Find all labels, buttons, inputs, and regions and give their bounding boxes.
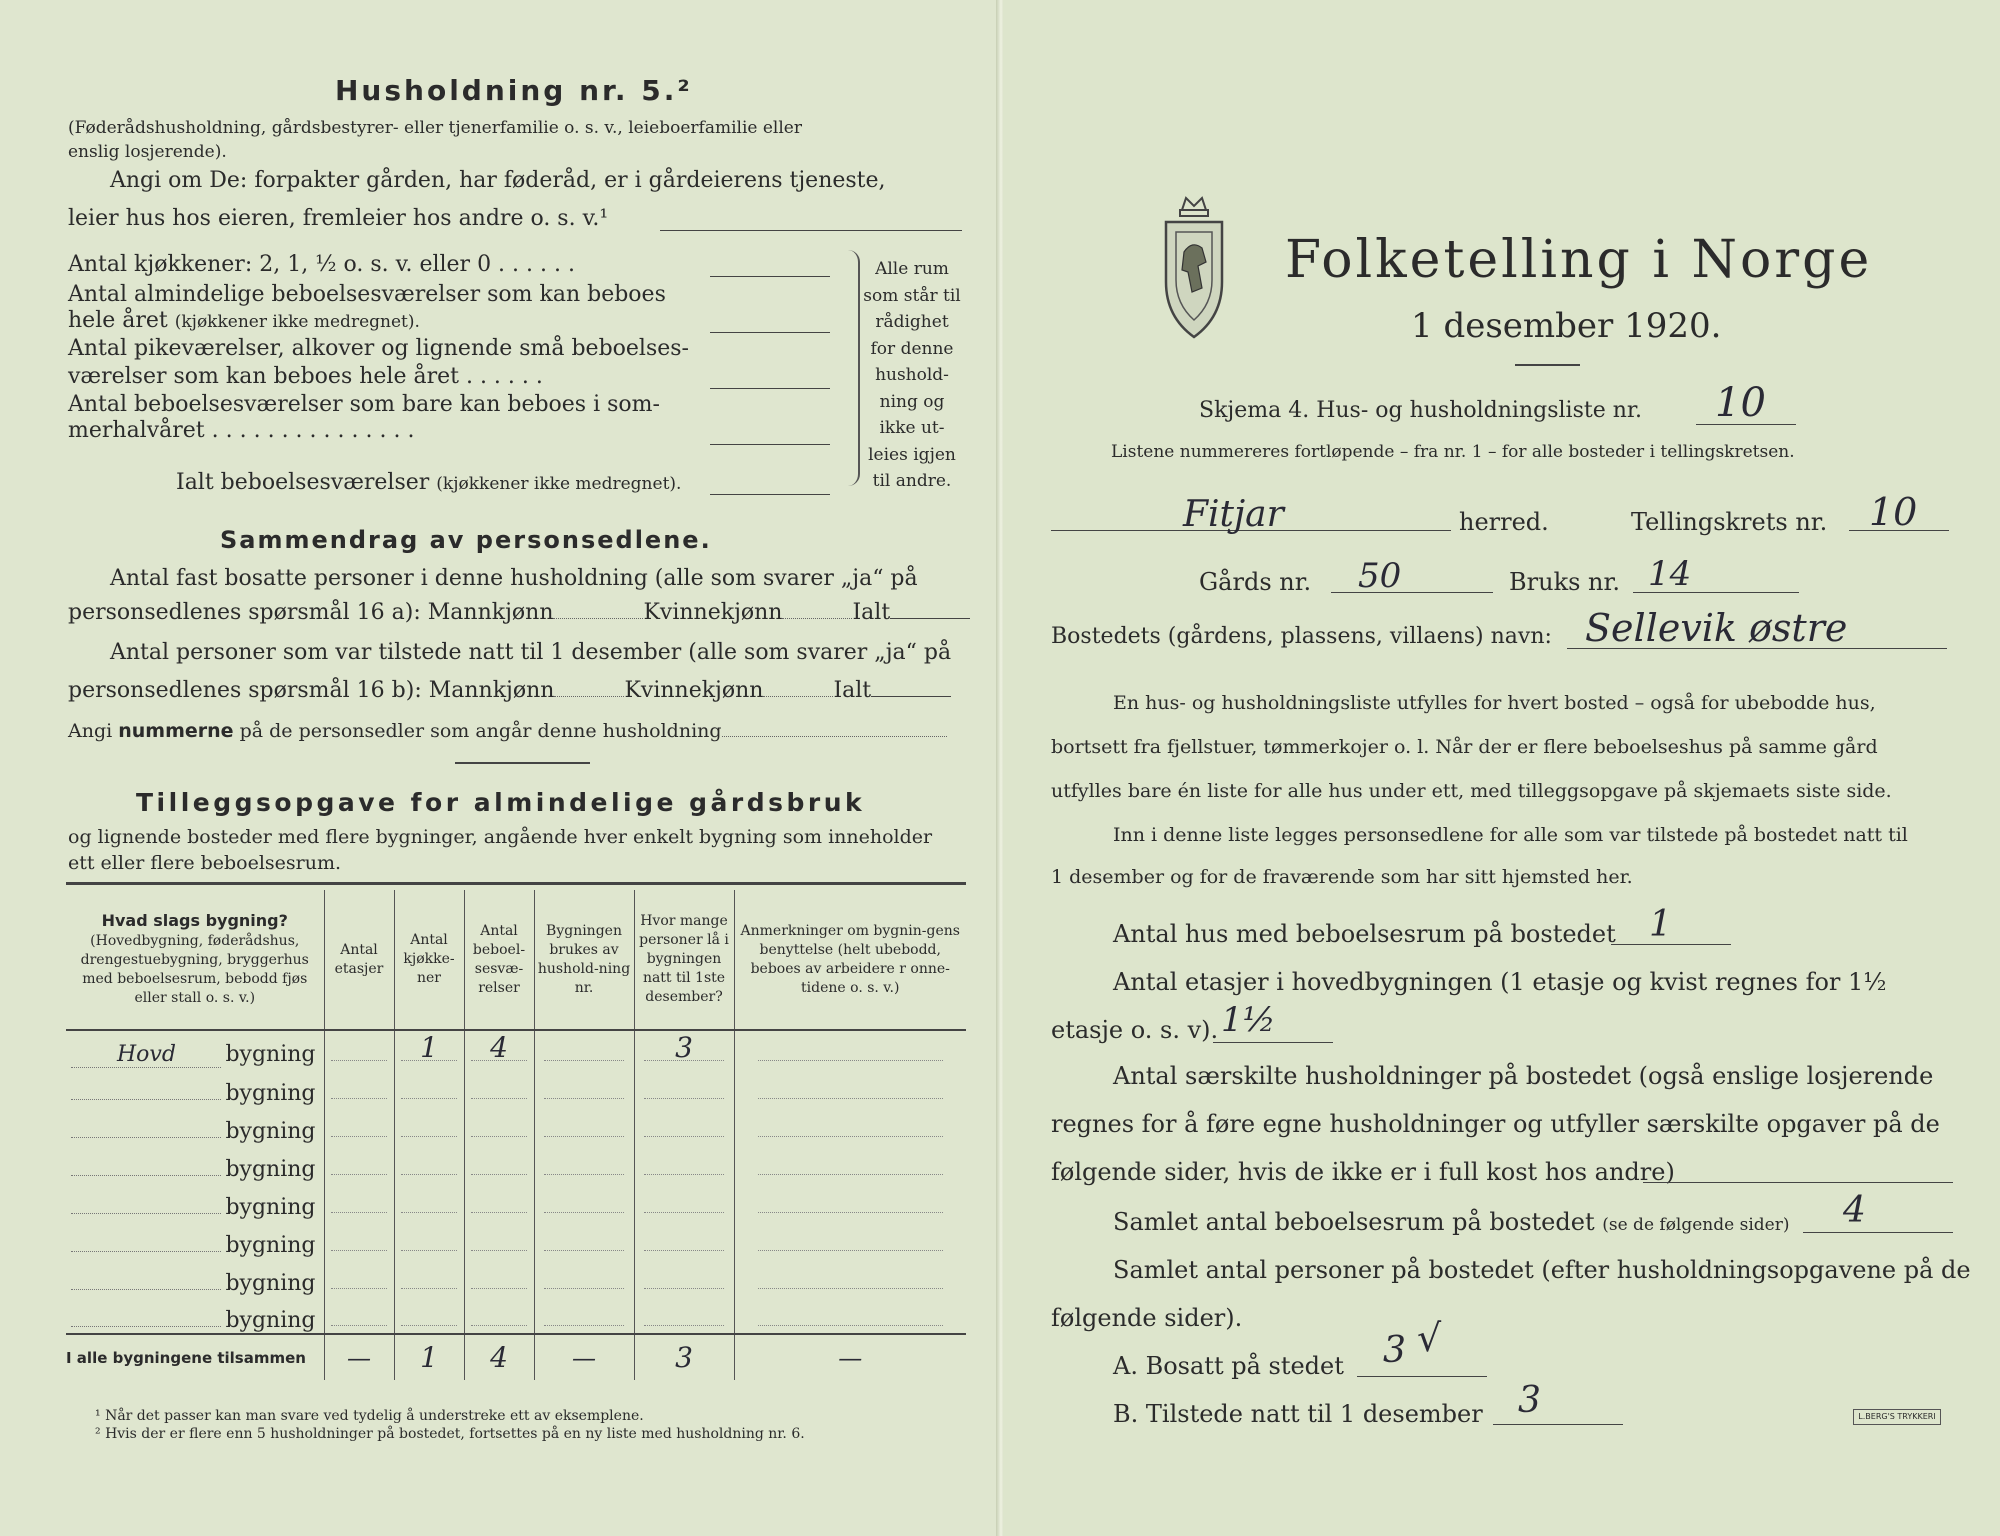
building-row [66,1144,966,1182]
building-personer-value [644,1301,723,1326]
building-anm-cell [734,1182,966,1220]
total-vaerelser: 4 [464,1334,534,1380]
building-anm-cell [734,1106,966,1144]
side-note-line: rådighet [875,312,949,332]
side-brace [848,250,860,486]
building-kjokkener-value [401,1226,456,1251]
building-type-value [71,1175,221,1176]
col-header-personer: Hvor mange personer lå i bygningen natt til 1ste desember? [634,890,734,1030]
building-table [66,890,966,1380]
building-kjokkener-cell [394,1182,464,1220]
building-husholdning-value [544,1264,623,1289]
total-etasjer: — [324,1334,394,1380]
intro-paren-2: enslig losjerende). [68,142,227,162]
building-vaerelser-value [471,1074,526,1099]
building-personer-value [644,1074,723,1099]
building-etasjer-cell [324,1220,394,1258]
footnote-1: ¹ Når det passer kan man svare ved tydelig å understreke ett av eksemplene. [95,1408,644,1424]
intro-paren: (Føderådshusholdning, gårdsbestyrer- eller tjenerfamilie o. s. v., leieboerfamilie eller [68,118,802,138]
building-type-value [71,1137,221,1138]
building-vaerelser-value [471,1226,526,1251]
building-etasjer-value [331,1226,386,1251]
side-note-line: leies igjen [868,444,956,465]
bosatt-label: A. Bosatt på stedet [1113,1352,1344,1380]
check-mark-icon: √ [1417,1316,1442,1360]
building-husholdning-cell [534,1182,634,1220]
building-type-cell [66,1068,324,1106]
etasjer-line-1: Antal etasjer i hovedbygningen (1 etasje og kvist regnes for 1½ [1113,968,1887,996]
listene-note: Listene nummereres fortløpende – fra nr. 1 – for alle bosteder i tellingskretsen. [1111,442,1795,462]
building-etasjer-cell [324,1182,394,1220]
sarsk-line [1643,1182,1953,1183]
building-etasjer-cell [324,1068,394,1106]
tellingskrets-value: 10 [1869,490,1918,534]
ialt-label: Ialt beboelsesværelser (kjøkkener ikke medregnet). [176,470,682,495]
hus-label: Antal hus med beboelsesrum på bostedet [1113,920,1616,948]
som-line-1: Antal beboelsesværelser som bare kan beboes i som- [68,392,660,417]
angi-nummerne: Angi nummerne på de personsedler som angår denne husholdning [68,720,947,742]
building-husholdning-value [544,1036,623,1061]
building-anm-cell [734,1296,966,1334]
building-vaerelser-value [471,1112,526,1137]
building-personer-value [644,1150,723,1175]
building-anm-cell [734,1030,966,1068]
sarsk-line-1: Antal særskilte husholdninger på bostedet (også enslige losjerende [1113,1062,1934,1090]
building-husholdning-value [544,1074,623,1099]
building-personer-cell [634,1296,734,1334]
building-husholdning-cell [534,1144,634,1182]
building-vaerelser-cell [464,1106,534,1144]
kjokkener-label: Antal kjøkkener: 2, 1, ½ o. s. v. eller 0 . . . . . . [68,252,575,277]
skjema-nr-value: 10 [1715,380,1766,426]
kjokkener-line [710,276,830,277]
building-row [66,1220,966,1258]
building-etasjer-cell [324,1258,394,1296]
building-personer-value [644,1264,723,1289]
herred-value: Fitjar [1183,494,1284,535]
totals-row [66,1334,966,1380]
para1-line2: bortsett fra fjellstuer, tømmerkojer o. l. Når der er flere beboelseshus på samme gård [1051,736,1878,758]
building-etasjer-value [331,1036,386,1061]
building-husholdning-cell [534,1296,634,1334]
building-row [66,1068,966,1106]
building-personer-cell [634,1068,734,1106]
side-note-line: til andre. [872,471,952,491]
building-personer-cell [634,1220,734,1258]
building-personer-cell [634,1258,734,1296]
building-anm-value [758,1112,943,1137]
building-type-value: Hovd [71,1042,221,1068]
side-note [862,256,962,495]
bostedets-label: Bostedets (gårdens, plassens, villaens) navn: [1051,624,1552,649]
building-kjokkener-value [401,1112,456,1137]
building-anm-value [758,1264,943,1289]
col-header-type: Hvad slags bygning? (Hovedbygning, føderådshus, drengestuebygning, bryggerhus med beboelsesrum, bebodd fjøs eller stall o. s. v.) [66,890,324,1030]
building-husholdning-cell [534,1068,634,1106]
bygning-label: bygning [225,1195,316,1220]
building-vaerelser-value [471,1150,526,1175]
building-husholdning-value [544,1112,623,1137]
building-kjokkener-cell [394,1068,464,1106]
building-anm-cell [734,1220,966,1258]
census-title: Folketelling i Norge [1285,230,1873,290]
right-page [1003,0,2000,1536]
gards-label: Gårds nr. [1199,568,1312,596]
bygning-label: bygning [225,1081,316,1106]
building-type-cell [66,1144,324,1182]
building-type-value [71,1289,221,1290]
til-line-1: Antal personer som var tilstede natt til 1 desember (alle som svarer „ja“ på [110,640,952,665]
building-etasjer-cell [324,1106,394,1144]
household-heading: Husholdning nr. 5.² [335,74,693,107]
skjema-label: Skjema 4. Hus- og husholdningsliste nr. [1199,398,1642,423]
etasjer-line-2: etasje o. s. v). [1051,1016,1219,1044]
building-type-cell [66,1258,324,1296]
building-husholdning-value [544,1188,623,1213]
pike-line [710,388,830,389]
building-personer-value [644,1226,723,1251]
building-anm-value [758,1301,943,1326]
etasjer-value: 1½ [1221,1000,1276,1040]
col-header-husholdning: Bygningen brukes av hushold-ning nr. [534,890,634,1030]
para1-line3: utfylles bare én liste for alle hus under ett, med tilleggsopgave på skjemaets siste side. [1051,780,1892,802]
building-row [66,1182,966,1220]
alm-line-2: hele året (kjøkkener ikke medregnet). [68,308,420,333]
building-type-value [71,1099,221,1100]
som-line [710,444,830,445]
building-husholdning-value [544,1226,623,1251]
building-kjokkener-value: 1 [401,1036,456,1061]
bostedets-value: Sellevik østre [1585,606,1848,650]
building-type-value [71,1251,221,1252]
col-header-anmerkninger: Anmerkninger om bygnin-gens benyttelse (helt ubebodd, beboes av arbeidere r onne-tidene o. s. v.) [734,890,966,1030]
building-vaerelser-cell [464,1220,534,1258]
etasjer-line [1213,1042,1333,1043]
bygning-label: bygning [225,1233,316,1258]
building-personer-cell [634,1030,734,1068]
building-row [66,1106,966,1144]
section-divider [455,762,590,764]
som-line-2: merhalvåret . . . . . . . . . . . . . . . [68,418,415,443]
totals-label: I alle bygningene tilsammen [66,1334,324,1380]
building-anm-value [758,1036,943,1061]
gards-value: 50 [1358,556,1402,596]
para2-line1: Inn i denne liste legges personsedlene for alle som var tilstede på bostedet natt til [1113,824,1908,846]
col-header-etasjer: Antal etasjer [324,890,394,1030]
building-kjokkener-cell [394,1144,464,1182]
building-kjokkener-value [401,1188,456,1213]
building-vaerelser-cell [464,1068,534,1106]
building-type-cell [66,1296,324,1334]
building-vaerelser-value [471,1188,526,1213]
building-type-cell [66,1106,324,1144]
tillegg-line-1: og lignende bosteder med flere bygninger, angående hver enkelt bygning som inneholder [68,826,933,848]
bruks-value: 14 [1648,554,1692,594]
total-personer: 3 [634,1334,734,1380]
alm-line [710,332,830,333]
angi-line-1: Angi om De: forpakter gården, har føderåd, er i gårdeierens tjeneste, [110,168,886,193]
bosatt-value: 3 [1383,1330,1406,1371]
col-header-vaerelser: Antal beboel-sesvæ-relser [464,890,534,1030]
norway-coat-of-arms-icon [1162,192,1226,342]
building-personer-value: 3 [644,1036,723,1061]
building-etasjer-value [331,1188,386,1213]
til-line-2: personsedlenes spørsmål 16 b): Mannkjønn Kvinnekjønn Ialt [68,678,951,703]
sammendrag-title: Sammendrag av personsedlene. [220,526,712,554]
ialt-line [710,494,830,495]
fast-line-2: personsedlenes spørsmål 16 a): Mannkjønn Kvinnekjønn Ialt [68,600,970,625]
total-anm: — [734,1334,966,1380]
building-anm-cell [734,1144,966,1182]
herred-label: herred. [1459,508,1549,536]
building-anm-cell [734,1068,966,1106]
building-etasjer-cell [324,1296,394,1334]
tilstede-value: 3 [1518,1380,1541,1421]
side-note-line: Alle rum [875,259,949,279]
building-row [66,1030,966,1068]
tellingskrets-label: Tellingskrets nr. [1631,508,1828,536]
building-husholdning-value [544,1150,623,1175]
building-kjokkener-cell [394,1258,464,1296]
building-personer-cell [634,1144,734,1182]
building-husholdning-cell [534,1030,634,1068]
side-note-line: ikke ut- [879,418,945,438]
building-husholdning-cell [534,1220,634,1258]
building-personer-cell [634,1182,734,1220]
building-etasjer-value [331,1074,386,1099]
bosatt-line [1357,1376,1487,1377]
building-anm-value [758,1188,943,1213]
samlet-rum-line [1803,1232,1953,1233]
col-header-kjokkener: Antal kjøkke-ner [394,890,464,1030]
tilstede-line [1493,1424,1623,1425]
building-vaerelser-cell [464,1030,534,1068]
building-personer-cell [634,1106,734,1144]
building-kjokkener-cell [394,1030,464,1068]
tillegg-line-2: ett eller flere beboelsesrum. [68,852,342,874]
building-etasjer-value [331,1264,386,1289]
building-anm-value [758,1226,943,1251]
building-type-value [71,1326,221,1327]
gards-line [1331,592,1493,593]
building-kjokkener-cell [394,1220,464,1258]
building-vaerelser-cell [464,1258,534,1296]
building-type-cell [66,1030,324,1068]
building-anm-value [758,1074,943,1099]
building-etasjer-value [331,1301,386,1326]
building-kjokkener-value [401,1074,456,1099]
sarsk-line-3: følgende sider, hvis de ikke er i full kost hos andre) [1051,1158,1675,1186]
building-kjokkener-value [401,1150,456,1175]
bygning-label: bygning [225,1308,316,1333]
title-divider [1515,364,1580,366]
printer-stamp: L.BERG'S TRYKKERI [1853,1409,1941,1425]
pike-line-2: værelser som kan beboes hele året . . . . . . [68,364,543,389]
building-type-value [71,1213,221,1214]
angi-answer-line [660,230,962,231]
building-husholdning-value [544,1301,623,1326]
total-husholdning: — [534,1334,634,1380]
para2-line2: 1 desember og for de fraværende som har sitt hjemsted her. [1051,866,1633,888]
samlet-rum-label: Samlet antal beboelsesrum på bostedet (se de følgende sider) [1113,1208,1790,1236]
building-kjokkener-cell [394,1106,464,1144]
building-vaerelser-cell [464,1182,534,1220]
bruks-label: Bruks nr. [1509,568,1620,596]
building-kjokkener-cell [394,1296,464,1334]
sarsk-line-2: regnes for å føre egne husholdninger og utfyller særskilte opgaver på de [1051,1110,1940,1138]
building-husholdning-cell [534,1106,634,1144]
census-date: 1 desember 1920. [1411,306,1722,346]
side-note-line: hushold- [875,365,949,385]
bygning-label: bygning [225,1271,316,1296]
fast-line-1: Antal fast bosatte personer i denne husholdning (alle som svarer „ja“ på [110,566,918,591]
building-etasjer-value [331,1150,386,1175]
tillegg-title: Tilleggsopgave for almindelige gårdsbruk [136,788,866,817]
building-etasjer-value [331,1112,386,1137]
building-type-cell [66,1182,324,1220]
footnote-2: ² Hvis der er flere enn 5 husholdninger på bostedet, fortsettes på en ny liste med husholdning nr. 6. [95,1426,805,1442]
angi-line-2: leier hus hos eieren, fremleier hos andre o. s. v.¹ [68,206,609,231]
building-vaerelser-value [471,1301,526,1326]
para1-line1: En hus- og husholdningsliste utfylles for hvert bosted – også for ubebodde hus, [1113,692,1876,714]
building-row [66,1296,966,1334]
building-vaerelser-cell [464,1296,534,1334]
total-kjokkener: 1 [394,1334,464,1380]
building-anm-value [758,1150,943,1175]
tilstede-label: B. Tilstede natt til 1 desember [1113,1400,1483,1428]
building-type-cell [66,1220,324,1258]
building-husholdning-cell [534,1258,634,1296]
alm-line-1: Antal almindelige beboelsesværelser som kan beboes [68,282,666,307]
building-vaerelser-value [471,1264,526,1289]
building-row [66,1258,966,1296]
building-kjokkener-value [401,1301,456,1326]
building-kjokkener-value [401,1264,456,1289]
building-vaerelser-cell [464,1144,534,1182]
building-vaerelser-value: 4 [471,1036,526,1061]
side-note-line: for denne [870,338,954,359]
building-etasjer-cell [324,1144,394,1182]
bygning-label: bygning [225,1119,316,1144]
samlet-pers-line-2: følgende sider). [1051,1304,1243,1332]
bygning-label: bygning [225,1042,316,1067]
hus-value: 1 [1649,904,1672,945]
building-etasjer-cell [324,1030,394,1068]
pike-line-1: Antal pikeværelser, alkover og lignende små beboelses- [68,336,689,361]
building-anm-cell [734,1258,966,1296]
bygning-label: bygning [225,1157,316,1182]
building-personer-value [644,1188,723,1213]
samlet-rum-value: 4 [1843,1190,1866,1231]
samlet-pers-line-1: Samlet antal personer på bostedet (efter husholdningsopgavene på de [1113,1256,1971,1284]
building-personer-value [644,1112,723,1137]
table-top-rule [66,882,966,885]
side-note-line: ning og [879,391,945,412]
side-note-line: som står til [863,285,961,306]
